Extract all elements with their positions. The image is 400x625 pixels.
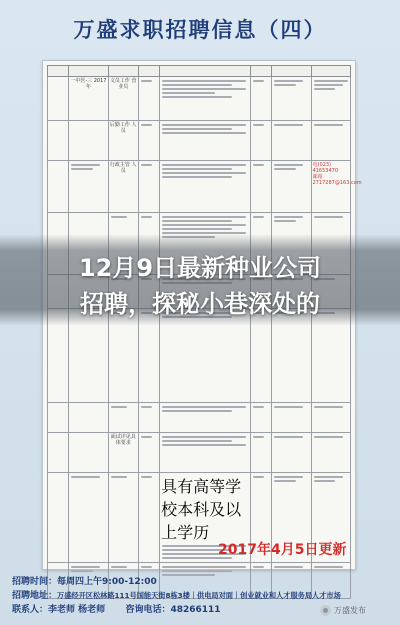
table-row xyxy=(48,121,351,161)
footer-contact-row xyxy=(12,603,342,617)
phone-label: 咨询电话： xyxy=(125,605,171,615)
job-table xyxy=(47,65,362,599)
header-cell xyxy=(138,66,159,77)
time-label: 招聘时间： xyxy=(12,577,58,587)
headline-line-2: 招聘，探秘小巷深处的 xyxy=(80,290,320,318)
headline-banner xyxy=(0,234,400,326)
header-cell xyxy=(311,66,350,77)
time-value: 每周四上午9:00-12:00 xyxy=(57,577,157,587)
phone-value: 48266111 xyxy=(170,605,221,615)
update-date: 2017年4月5日更新 xyxy=(218,542,347,558)
header-cell xyxy=(48,66,69,77)
header-cell xyxy=(160,66,251,77)
contact-label: 联系人： xyxy=(12,605,49,615)
footer-place-row xyxy=(12,589,342,603)
table-row xyxy=(48,77,351,121)
header-cell xyxy=(69,66,108,77)
header-cell xyxy=(108,66,138,77)
header-cell xyxy=(272,66,311,77)
table-row xyxy=(48,403,351,433)
place-value: 万盛经开区松林路111号国能天街8栋3楼｜供电局对面｜创业就业和人才服务局人才市场 xyxy=(57,591,341,600)
contact-email: 邮箱 2717287@163.com xyxy=(312,174,362,186)
wechat-watermark xyxy=(320,605,366,616)
table-row xyxy=(48,161,351,213)
requirement-cell: 面试详见具体要求 xyxy=(108,433,138,473)
contact-value: 李老师 杨老师 xyxy=(48,605,106,615)
position-cell: 行政主管 人员 xyxy=(108,161,138,213)
poster-title: 万盛求职招聘信息（四） xyxy=(73,17,327,42)
wechat-logo-icon xyxy=(320,605,331,616)
header-cell xyxy=(250,66,271,77)
watermark-label: 万盛发布 xyxy=(334,606,366,615)
requirement-cell: 具有高等学校本科及以上学历 xyxy=(161,477,242,542)
table-header-row xyxy=(48,66,351,77)
headline-line-1: 12月9日最新种业公司 xyxy=(78,254,322,282)
footer-time-row xyxy=(12,575,342,589)
position-cell: 文员工作 营业员 xyxy=(108,77,138,121)
poster-footer xyxy=(12,575,342,617)
position-cell: 后勤工作 人员 xyxy=(108,121,138,161)
company-cell: 一中医-三 2017年 xyxy=(69,77,108,121)
place-label: 招聘地址： xyxy=(12,591,58,601)
table-row xyxy=(48,433,351,473)
contact-phone: 电(023) 41653470 xyxy=(312,162,339,174)
